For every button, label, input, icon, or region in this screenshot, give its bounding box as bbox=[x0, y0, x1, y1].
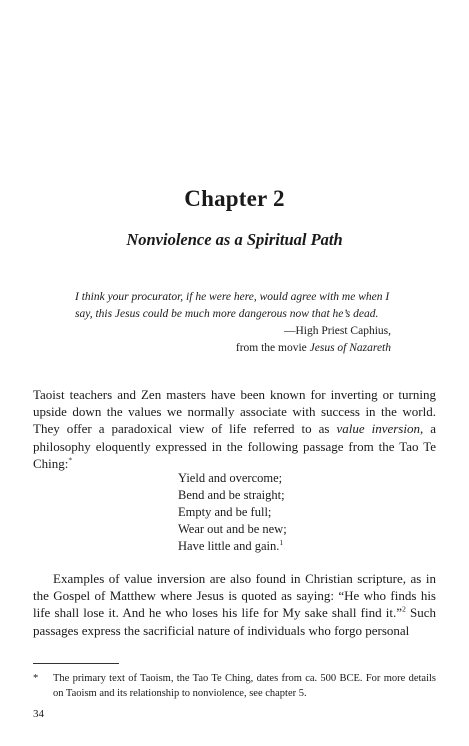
paragraph-2-text: Examples of value inversion are also found in Christian scripture, as in the Gospel of Matthew where Jesus is quoted as saying: “He who finds his life shall lose it. And he who loses his life for My sake shall find it.” bbox=[33, 571, 436, 621]
endnote-reference-1: 1 bbox=[279, 537, 284, 547]
poem-line: Bend and be straight; bbox=[178, 488, 285, 502]
page-number: 34 bbox=[33, 708, 44, 720]
poem-line: Yield and overcome; bbox=[178, 471, 283, 485]
epigraph-source-prefix: from the movie bbox=[235, 342, 310, 354]
footnote-text: The primary text of Taoism, the Tao Te Ching, dates from ca. 500 BCE. For more details on Taoism and its relationship to nonviolence, see chapter 5. bbox=[53, 673, 436, 699]
poem-line-last bbox=[178, 538, 287, 555]
footnote-reference-asterisk: * bbox=[68, 455, 73, 465]
footnote-divider bbox=[33, 663, 119, 664]
poem-line: Empty and be full; bbox=[178, 505, 272, 519]
epigraph-attribution-speaker: —High Priest Caphius, bbox=[283, 325, 391, 337]
epigraph-quote: I think your procurator, if he were here, would agree with me when I say, this Jesus could be much more dangerous now that he’s dead. bbox=[75, 291, 390, 320]
tao-te-ching-passage bbox=[178, 470, 287, 555]
epigraph-film-title: Jesus of Nazareth bbox=[309, 342, 391, 354]
epigraph bbox=[75, 289, 397, 357]
poem-line-text: Have little and gain. bbox=[178, 539, 280, 553]
paragraph-2-end: Such passages express the sacrificial nature of individuals who forgo personal bbox=[33, 605, 437, 638]
paragraph-1-end: , a philosophy eloquently expressed in the following passage from the Tao Te Ching: bbox=[33, 421, 436, 471]
body-paragraph-1 bbox=[33, 386, 436, 472]
footnote-marker: * bbox=[33, 673, 39, 684]
paragraph-1-italic-term: value inversion bbox=[336, 421, 420, 437]
footnote bbox=[33, 671, 436, 701]
chapter-title: Chapter 2 bbox=[184, 186, 285, 211]
poem-line: Wear out and be new; bbox=[178, 522, 287, 536]
epigraph-attribution-source bbox=[75, 340, 397, 357]
paragraph-1-text: Taoist teachers and Zen masters have been known for inverting or turning upside down the values we normally associate with success in the world. They offer a paradoxical view of life referred to as bbox=[33, 387, 436, 437]
body-paragraph-2 bbox=[33, 570, 436, 639]
chapter-subtitle: Nonviolence as a Spiritual Path bbox=[126, 230, 343, 249]
endnote-reference-2: 2 bbox=[402, 605, 406, 615]
